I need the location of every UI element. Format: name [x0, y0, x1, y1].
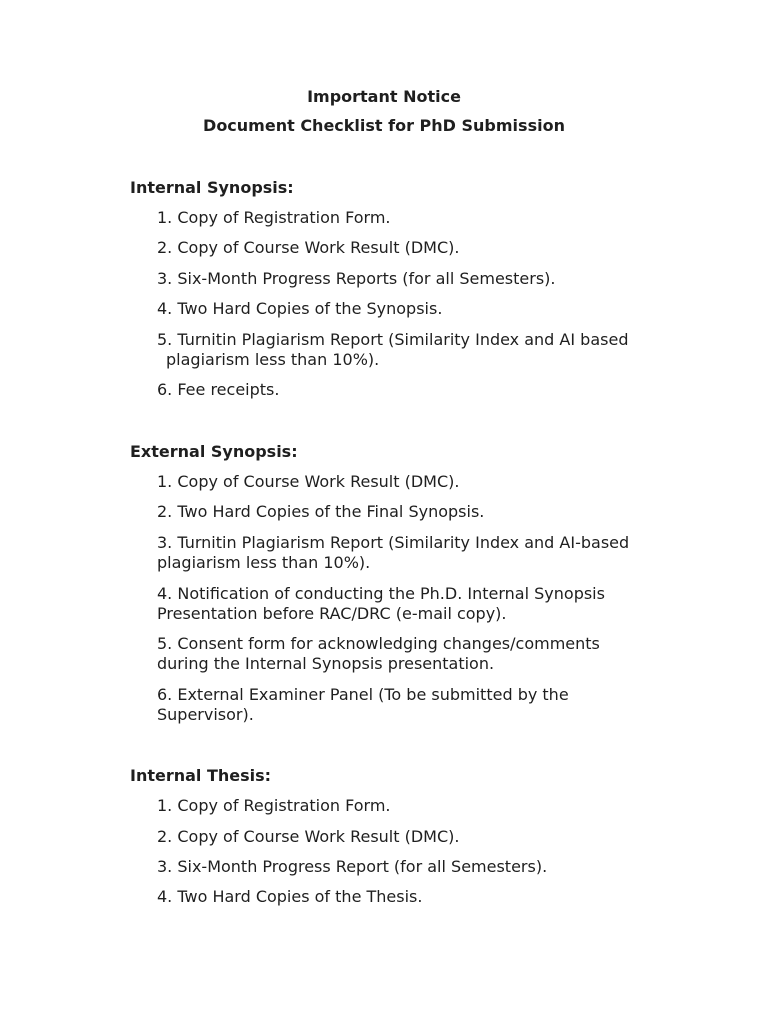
checklist-item [157, 857, 547, 877]
checklist-item-text: 1. Copy of Registration Form. [157, 796, 391, 815]
checklist-item-text: Presentation before RAC/DRC (e-mail copy). [157, 604, 507, 623]
checklist-item [157, 796, 391, 816]
checklist-item [157, 380, 279, 400]
checklist-item [157, 584, 605, 624]
notice-title: Important Notice [307, 87, 461, 106]
checklist-item [157, 472, 459, 492]
checklist-item-text: plagiarism less than 10%). [157, 553, 371, 572]
checklist-item [157, 827, 459, 847]
checklist-item-text: 5. Turnitin Plagiarism Report (Similarity Index and AI based [157, 330, 629, 349]
checklist-item [157, 502, 484, 522]
checklist-item [157, 533, 629, 573]
checklist-item-text: 1. Copy of Registration Form. [157, 208, 391, 227]
checklist-item-text: 4. Two Hard Copies of the Synopsis. [157, 299, 443, 318]
checklist-item [157, 634, 600, 674]
checklist-item-text: 2. Copy of Course Work Result (DMC). [157, 238, 460, 257]
checklist-item [157, 887, 422, 907]
checklist-item [157, 330, 628, 370]
section-heading: Internal Thesis: [130, 766, 272, 785]
checklist-item [157, 238, 459, 258]
checklist-item-text: plagiarism less than 10%). [166, 350, 380, 369]
checklist-item [157, 299, 442, 319]
checklist-item-text: Supervisor). [157, 705, 254, 724]
checklist-title: Document Checklist for PhD Submission [203, 116, 565, 135]
checklist-item-text: 4. Two Hard Copies of the Thesis. [157, 887, 423, 906]
checklist-item-text: 6. External Examiner Panel (To be submitted by the [157, 685, 569, 704]
checklist-item-text: 3. Turnitin Plagiarism Report (Similarity Index and AI-based [157, 533, 630, 552]
section-heading: Internal Synopsis: [130, 178, 294, 197]
checklist-item-text: 5. Consent form for acknowledging changes/comments [157, 634, 600, 653]
checklist-item [157, 685, 569, 725]
section-heading: External Synopsis: [130, 442, 298, 461]
checklist-item-text: 3. Six-Month Progress Report (for all Semesters). [157, 857, 548, 876]
checklist-item-text: 2. Two Hard Copies of the Final Synopsis. [157, 502, 485, 521]
checklist-item-text: 2. Copy of Course Work Result (DMC). [157, 827, 460, 846]
checklist-item [157, 269, 556, 289]
checklist-item [157, 208, 391, 228]
checklist-item-text: during the Internal Synopsis presentation. [157, 654, 495, 673]
checklist-item-text: 4. Notification of conducting the Ph.D. Internal Synopsis [157, 584, 605, 603]
checklist-item-text: 3. Six-Month Progress Reports (for all Semesters). [157, 269, 556, 288]
checklist-item-text: 1. Copy of Course Work Result (DMC). [157, 472, 460, 491]
checklist-item-text: 6. Fee receipts. [157, 380, 280, 399]
